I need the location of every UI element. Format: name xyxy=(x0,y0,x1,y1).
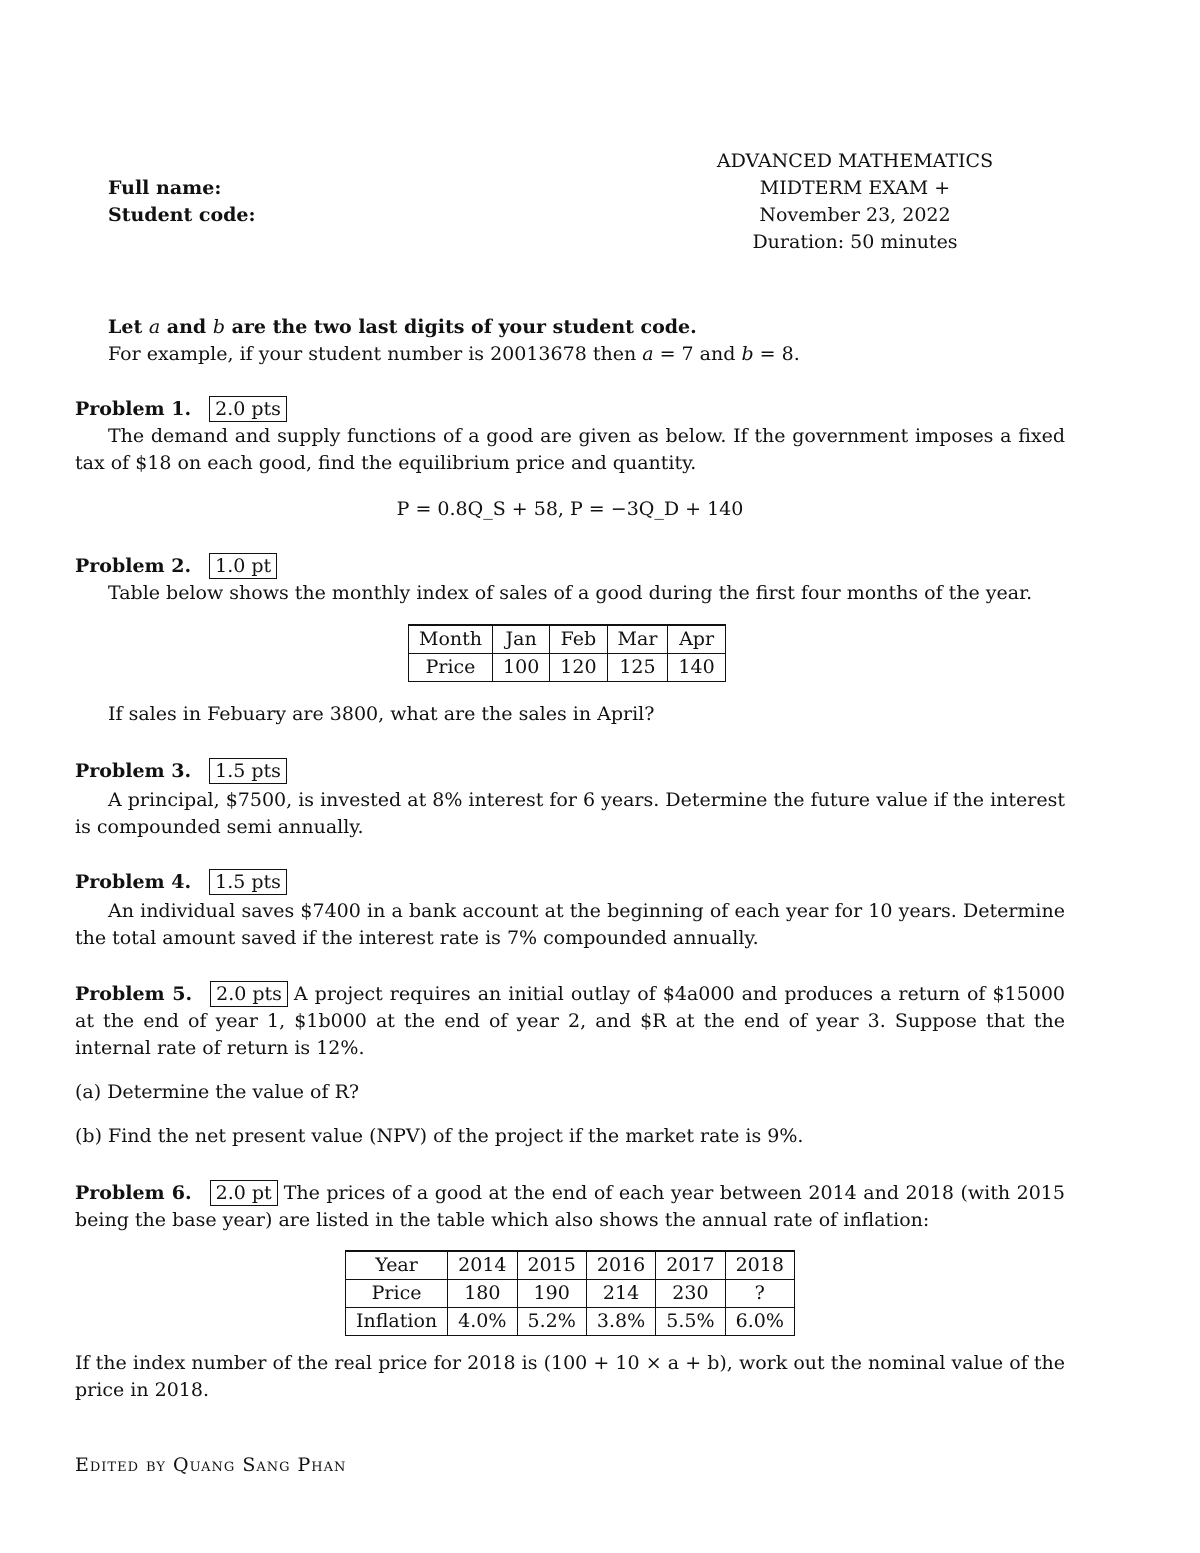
points-box: 2.0 pt xyxy=(210,1180,278,1206)
problem-3-heading: Problem 3. 1.5 pts xyxy=(75,758,287,785)
price-inflation-table xyxy=(345,1250,795,1336)
table-row: Inflation 4.0% 5.2% 3.8% 5.5% 6.0% xyxy=(346,1308,795,1336)
problem-6-block xyxy=(75,1180,1065,1234)
problem-1-heading: Problem 1. 2.0 pts xyxy=(75,396,287,423)
exam-title: MIDTERM EXAM + xyxy=(759,177,951,199)
student-code-label: Student code: xyxy=(108,204,256,226)
problem-4-heading: Problem 4. 1.5 pts xyxy=(75,869,287,896)
table-row: Price 100 120 125 140 xyxy=(409,654,726,682)
table-row: Month Jan Feb Mar Apr xyxy=(409,625,726,654)
problem-4-text: An individual saves $7400 in a bank account at the beginning of each year for 10 years. Determine the total amount saved if the interest rate is 7% compounded annually. xyxy=(75,900,1065,949)
table-row: Price 180 190 214 230 ? xyxy=(346,1280,795,1308)
points-box: 2.0 pts xyxy=(209,396,287,422)
exam-duration: Duration: 50 minutes xyxy=(752,231,958,253)
problem-1-text: The demand and supply functions of a good are given as below. If the government imposes a fixed tax of $18 on each good, find the equilibrium price and quantity. xyxy=(75,425,1065,474)
points-box: 1.5 pts xyxy=(209,758,287,784)
points-box: 2.0 pts xyxy=(210,981,288,1007)
exam-date: November 23, 2022 xyxy=(759,204,951,226)
full-name-label: Full name: xyxy=(108,177,222,199)
problem-3-text: A principal, $7500, is invested at 8% interest for 6 years. Determine the future value if the interest is compounded semi annually. xyxy=(75,789,1065,838)
exam-header xyxy=(650,148,1060,256)
sales-index-table xyxy=(408,624,726,682)
problem-5-part-a: (a) Determine the value of R? xyxy=(75,1081,360,1103)
problem-1-equation xyxy=(0,496,1140,523)
problem-5-block xyxy=(75,981,1065,1062)
footer-credit: Edited by Quang Sang Phan xyxy=(75,1454,347,1476)
problem-2-heading: Problem 2. 1.0 pt xyxy=(75,553,277,580)
course-title: ADVANCED MATHEMATICS xyxy=(716,150,994,172)
points-box: 1.0 pt xyxy=(209,553,277,579)
problem-5-text: A project requires an initial outlay of $4a000 and produces a return of $15000 at the end of year 1, $1b000 at the end of year 2, and $R at the end of year 3. Suppose that the internal rate of return is 12%. xyxy=(75,983,1065,1059)
problem-2-text: Table below shows the monthly index of sales of a good during the first four months of the year. xyxy=(108,582,1033,604)
problem-6-label: Problem 6. xyxy=(75,1182,192,1204)
problem-6-text: The prices of a good at the end of each year between 2014 and 2018 (with 2015 being the base year) are listed in the table which also shows the annual rate of inflation: xyxy=(75,1182,1065,1231)
intro-instruction: Let a and b are the two last digits of your student code. xyxy=(108,316,697,338)
problem-5-part-b: (b) Find the net present value (NPV) of the project if the market rate is 9%. xyxy=(75,1125,804,1147)
problem-2-question: If sales in Febuary are 3800, what are the sales in April? xyxy=(108,703,655,725)
equation: P = 0.8Q_S + 58, P = −3Q_D + 140 xyxy=(396,498,744,520)
table-row: Year 2014 2015 2016 2017 2018 xyxy=(346,1251,795,1280)
problem-5-label: Problem 5. xyxy=(75,983,193,1005)
problem-6-question: If the index number of the real price for 2018 is (100 + 10 × a + b), work out the nominal value of the price in 2018. xyxy=(75,1352,1065,1401)
intro-example: For example, if your student number is 20013678 then a = 7 and b = 8. xyxy=(108,343,800,365)
points-box: 1.5 pts xyxy=(209,869,287,895)
